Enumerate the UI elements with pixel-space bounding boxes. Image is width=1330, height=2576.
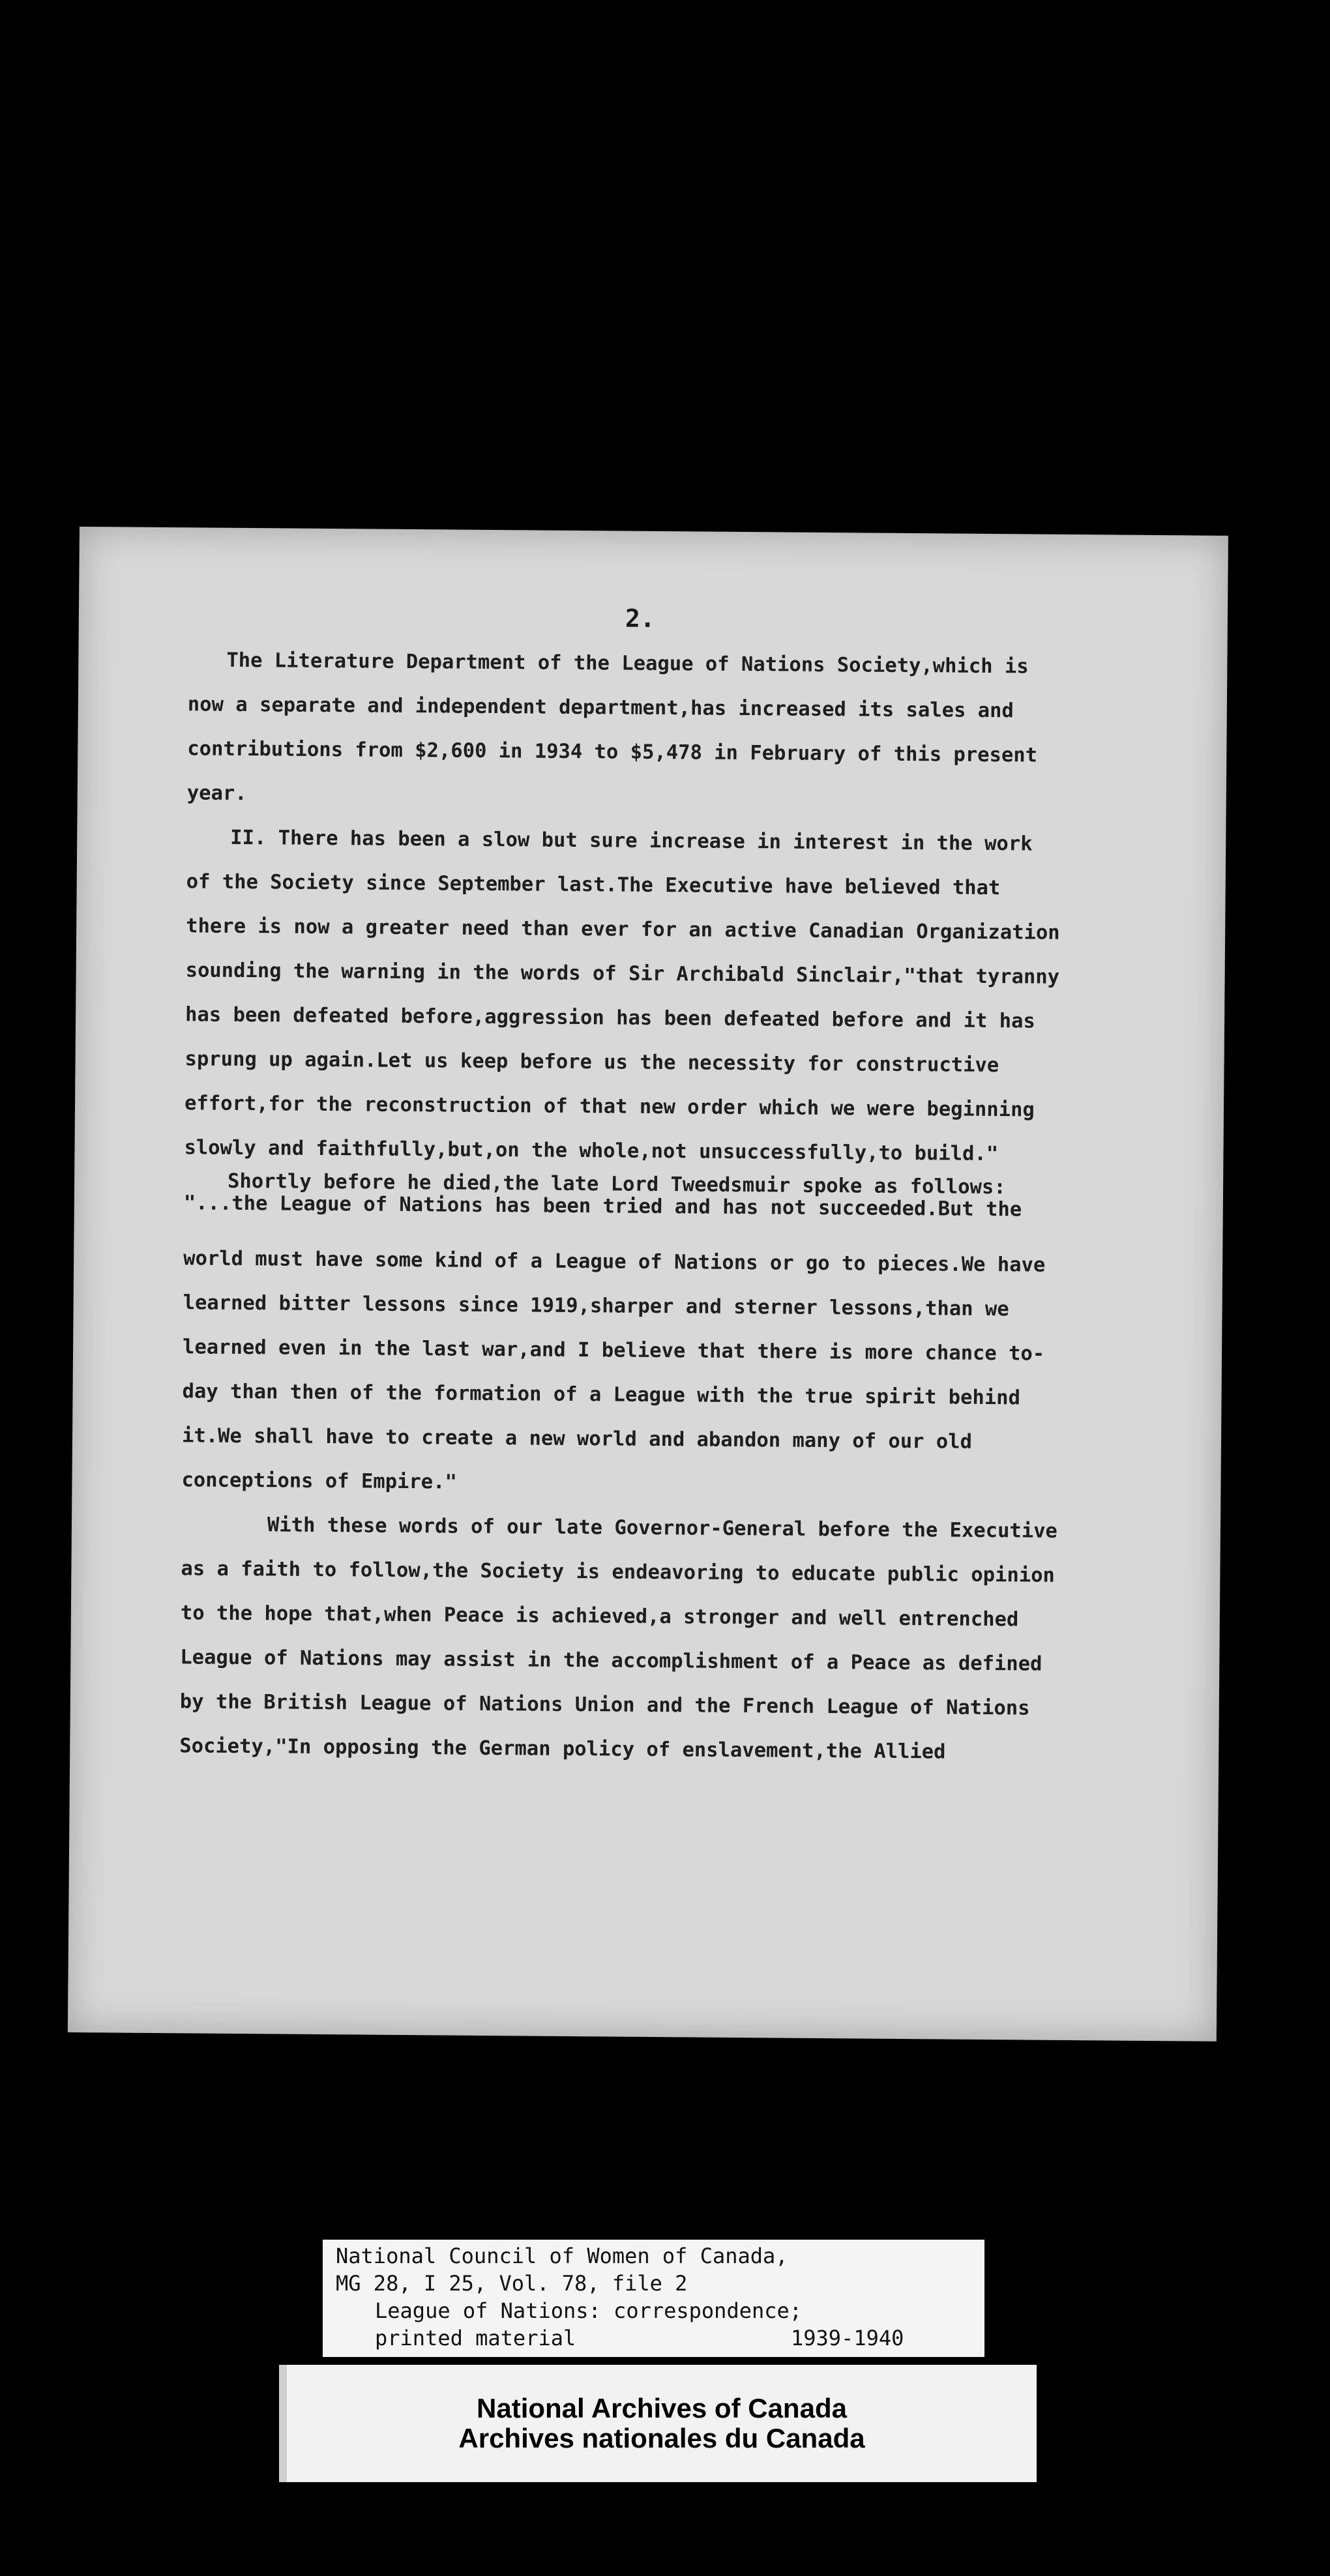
document-page [68, 527, 1228, 2042]
archive-name-french: Archives nationales du Canada [458, 2423, 865, 2453]
text-line: The Literature Department of the League of Nations Society,which is [226, 649, 1029, 679]
text-line: With these words of our late Governor-General before the Executive [267, 1514, 1058, 1543]
archive-label [279, 2365, 1037, 2482]
text-line: Society,"In opposing the German policy of enslavement,the Allied [179, 1734, 946, 1764]
text-line: conceptions of Empire." [181, 1469, 457, 1494]
ref-date: 1939-1940 [791, 2326, 904, 2350]
ref-line-organization: National Council of Women of Canada, [336, 2244, 788, 2268]
text-line: II. There has been a slow but sure increase in interest in the work [230, 826, 1033, 856]
text-line: learned even in the last war,and I believe that there is more chance to- [182, 1336, 1045, 1366]
ref-line-material: printed material [375, 2326, 576, 2350]
ref-line-subject: League of Nations: correspondence; [375, 2298, 803, 2323]
text-line: slowly and faithfully,but,on the whole,not unsuccessfully,to build." [184, 1136, 999, 1166]
text-line: sounding the warning in the words of Sir Archibald Sinclair,"that tyranny [185, 959, 1060, 989]
text-line: "...the League of Nations has been tried and has not succeeded.But the [183, 1192, 1022, 1222]
text-line: it.We shall have to create a new world and abandon many of our old [181, 1424, 973, 1454]
text-line: world must have some kind of a League of Nations or go to pieces.We have [183, 1247, 1046, 1277]
page-number: 2. [625, 604, 655, 633]
ref-line-fonds: MG 28, I 25, Vol. 78, file 2 [336, 2271, 688, 2296]
text-line: now a separate and independent department,has increased its sales and [187, 693, 1014, 723]
reference-card [323, 2240, 984, 2357]
text-line: League of Nations may assist in the accomplishment of a Peace as defined [180, 1646, 1042, 1676]
text-line: contributions from $2,600 in 1934 to $5,478 in February of this present [187, 737, 1038, 767]
typed-text [179, 638, 1226, 1776]
text-line: year. [186, 782, 247, 806]
text-line: by the British League of Nations Union and the French League of Nations [179, 1690, 1030, 1720]
text-line: to the hope that,when Peace is achieved,a stronger and well entrenched [180, 1602, 1019, 1632]
text-line: as a faith to follow,the Society is endeavoring to educate public opinion [181, 1557, 1056, 1587]
text-line: there is now a greater need than ever for an active Canadian Organization [186, 915, 1060, 944]
text-line: effort,for the reconstruction of that new order which we were beginning [184, 1092, 1035, 1122]
text-line: has been defeated before,aggression has been defeated before and it has [185, 1003, 1035, 1033]
text-line: sprung up again.Let us keep before us the necessity for constructive [185, 1047, 999, 1077]
text-line: day than then of the formation of a League with the true spirit behind [182, 1380, 1021, 1410]
archive-name-english: National Archives of Canada [477, 2393, 847, 2423]
text-line: Shortly before he died,the late Lord Tweedsmuir spoke as follows: [227, 1169, 1006, 1199]
text-line: learned bitter lessons since 1919,sharper and sterner lessons,than we [183, 1291, 1009, 1321]
text-line: of the Society since September last.The Executive have believed that [186, 870, 1001, 900]
